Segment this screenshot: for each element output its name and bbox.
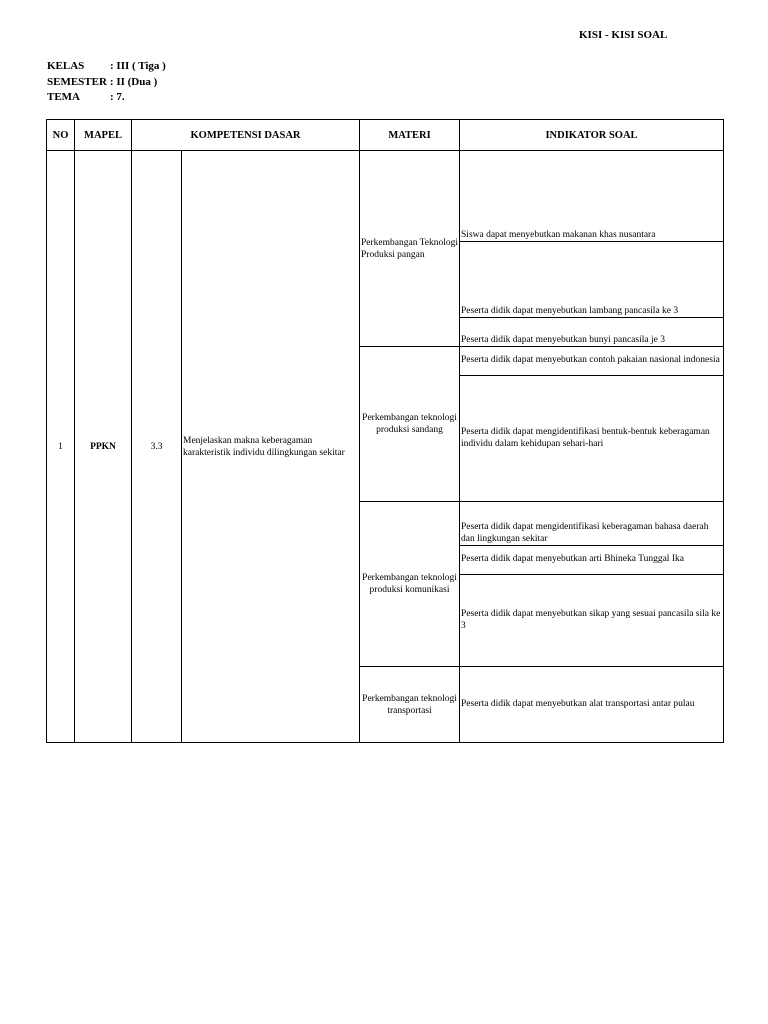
header-kompetensi-dasar: KOMPETENSI DASAR — [132, 120, 360, 151]
header-no: NO — [47, 120, 75, 151]
tema-row — [47, 90, 166, 106]
header-mapel: MAPEL — [75, 120, 132, 151]
table-row — [47, 151, 724, 242]
header-indikator-soal: INDIKATOR SOAL — [460, 120, 724, 151]
cell-materi-komunikasi: Perkembangan teknologi produksi komunikasi — [360, 502, 460, 667]
cell-mapel: PPKN — [75, 151, 132, 743]
cell-kd-code: 3.3 — [132, 151, 182, 743]
cell-indikator: Peserta didik dapat menyebutkan bunyi pancasila je 3 — [460, 318, 724, 347]
document-title: KISI - KISI SOAL — [579, 29, 668, 41]
document-meta — [47, 59, 166, 106]
kelas-value: : III ( Tiga ) — [110, 60, 166, 72]
tema-label: TEMA — [47, 91, 80, 103]
cell-no: 1 — [47, 151, 75, 743]
kisi-table — [46, 119, 724, 743]
semester-value: : II (Dua ) — [109, 75, 158, 88]
cell-indikator: Peserta didik dapat menyebutkan contoh pakaian nasional indonesia — [460, 347, 724, 376]
header-materi: MATERI — [360, 120, 460, 151]
cell-indikator: Peserta didik dapat mengidentifikasi keberagaman bahasa daerah dan lingkungan sekitar — [460, 502, 724, 546]
cell-indikator: Peserta didik dapat menyebutkan alat transportasi antar pulau — [460, 667, 724, 743]
cell-indikator: Peserta didik dapat menyebutkan sikap yang sesuai pancasila sila ke 3 — [460, 575, 724, 667]
table-header-row — [47, 120, 724, 151]
kelas-row — [47, 59, 166, 75]
cell-materi-pangan: Perkembangan Teknologi Produksi pangan — [360, 151, 460, 347]
cell-kd-text: Menjelaskan makna keberagaman karakteristik individu dilingkungan sekitar — [182, 151, 360, 743]
cell-materi-sandang: Perkembangan teknologi produksi sandang — [360, 347, 460, 502]
cell-indikator: Peserta didik dapat menyebutkan lambang pancasila ke 3 — [460, 242, 724, 318]
semester-label: SEMESTER — [47, 75, 107, 88]
semester-row — [47, 75, 166, 91]
cell-indikator: Peserta didik dapat mengidentifikasi bentuk-bentuk keberagaman individu dalam kehidupan sehari-hari — [460, 376, 724, 502]
cell-indikator: Peserta didik dapat menyebutkan arti Bhineka Tunggal Ika — [460, 546, 724, 575]
cell-materi-transportasi: Perkembangan teknologi transportasi — [360, 667, 460, 743]
cell-indikator: Siswa dapat menyebutkan makanan khas nusantara — [460, 151, 724, 242]
kelas-label: KELAS — [47, 60, 85, 72]
tema-value: : 7. — [110, 91, 125, 103]
